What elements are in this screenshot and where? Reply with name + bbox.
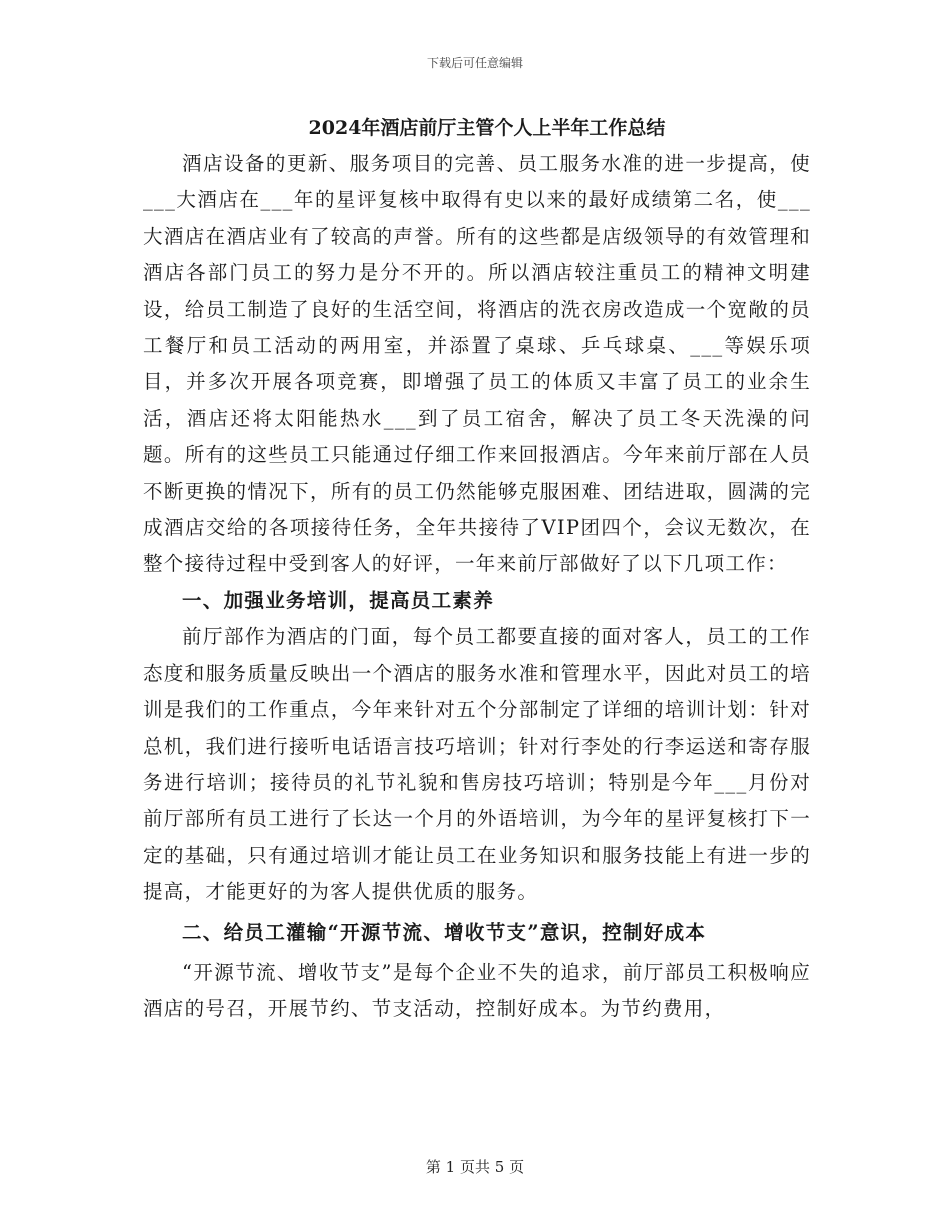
section-1-paragraph: 前厅部作为酒店的门面，每个员工都要直接的面对客人，员工的工作态度和服务质量反映出一个酒店的服务水准和管理水平，因此对员工的培训是我们的工作重点，今年来针对五个分部制定了详细的培训计划：针对总机，我们进行接听电话语言技巧培训；针对行李处的行李运送和寄存服务进行培训；接待员的礼节礼貌和售房技巧培训；特别是今年___月份对前厅部所有员工进行了长达一个月的外语培训，为今年的星评复核打下一定的基础，只有通过培训才能让员工在业务知识和服务技能上有进一步的提高，才能更好的为客人提供优质的服务。	[143, 625, 811, 904]
document-title: 2024年酒店前厅主管个人上半年工作总结	[308, 117, 666, 139]
page-header-note: 下载后可任意编辑	[426, 56, 523, 70]
section-1-heading: 一、加强业务培训，提高员工素养	[182, 588, 495, 612]
section-2-paragraph: “开源节流、增收节支”是每个企业不失的追求，前厅部员工积极响应酒店的号召，开展节约、节支活动，控制好成本。为节约费用，	[143, 960, 811, 1021]
section-2-heading: 二、给员工灌输“开源节流、增收节支”意识，控制好成本	[182, 920, 707, 944]
page-number: 第 1 页共 5 页	[425, 1158, 525, 1176]
intro-paragraph: 酒店设备的更新、服务项目的完善、员工服务水准的进一步提高，使___大酒店在___年的星评复核中取得有史以来的最好成绩第二名，使___大酒店在酒店业有了较高的声誉。所有的这些都是店级领导的有效管理和酒店各部门员工的努力是分不开的。所以酒店较注重员工的精神文明建设，给员工制造了良好的生活空间，将酒店的洗衣房改造成一个宽敞的员工餐厅和员工活动的两用室，并添置了桌球、乒乓球桌、___等娱乐项目，并多次开展各项竞赛，即增强了员工的体质又丰富了员工的业余生活，酒店还将太阳能热水___到了员工宿舍，解决了员工冬天洗澡的问题。所有的这些员工只能通过仔细工作来回报酒店。今年来前厅部在人员不断更换的情况下，所有的员工仍然能够克服困难、团结进取，圆满的完成酒店交给的各项接待任务，全年共接待了VIP团四个，会议无数次，在整个接待过程中受到客人的好评，一年来前厅部做好了以下几项工作：	[143, 152, 811, 576]
document-body	[143, 110, 811, 1028]
